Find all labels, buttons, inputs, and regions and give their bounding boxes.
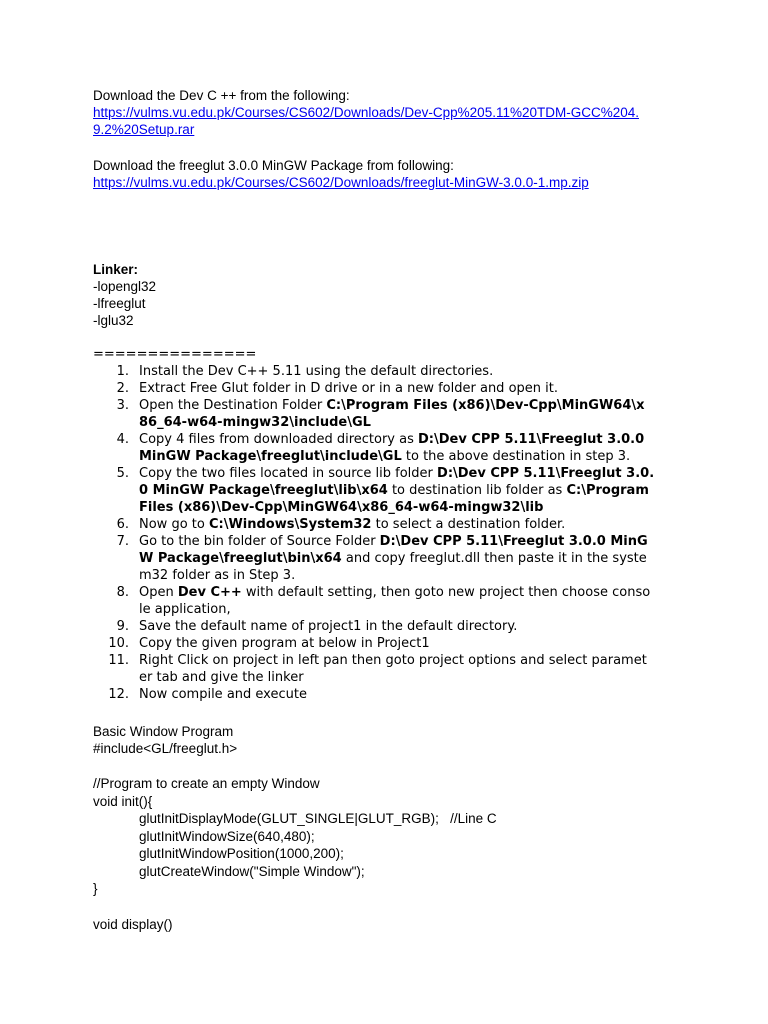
step-text-line	[139, 431, 679, 448]
step-text-line	[139, 652, 679, 669]
step-number: 6.	[116, 517, 129, 532]
step-text-line	[139, 397, 679, 414]
step-path-text: Dev C++	[177, 585, 242, 600]
step-item	[93, 516, 693, 533]
step-text: Now compile and execute	[139, 687, 307, 702]
step-path-text: W Package\freeglut\bin\x64	[139, 551, 342, 566]
step-number: 1.	[116, 364, 129, 379]
devcpp-download-link[interactable]: https://vulms.vu.edu.pk/Courses/CS602/Downloads/Dev-Cpp%205.11%20TDM-GCC%204.	[93, 105, 639, 120]
step-text: Copy 4 files from downloaded directory as	[139, 432, 419, 447]
step-text: le application,	[139, 602, 231, 617]
step-text: Go to the bin folder of Source Folder	[139, 534, 380, 549]
step-number: 10.	[108, 636, 129, 651]
step-item	[93, 584, 693, 618]
step-item	[93, 431, 693, 465]
display-function-signature: void display()	[93, 917, 173, 932]
step-text: er tab and give the linker	[139, 670, 304, 685]
code-line: glutInitWindowSize(640,480);	[139, 829, 315, 844]
step-text-line	[139, 635, 679, 652]
step-text-line	[139, 465, 679, 482]
step-text: Extract Free Glut folder in D drive or in a new folder and open it.	[139, 381, 558, 396]
separator-line: ===============	[93, 347, 257, 362]
step-text-line	[139, 516, 679, 533]
step-text: Install the Dev C++ 5.11 using the default directories.	[139, 364, 494, 379]
step-path-text: D:\Dev CPP 5.11\Freeglut 3.0.	[437, 466, 655, 481]
step-text-line	[139, 414, 679, 431]
step-text-line	[139, 533, 679, 550]
step-path-text: MinGW Package\freeglut\include\GL	[139, 449, 402, 464]
linker-heading: Linker:	[93, 262, 139, 277]
step-item	[93, 380, 693, 397]
code-line: glutInitDisplayMode(GLUT_SINGLE|GLUT_RGB); //Line C	[139, 811, 497, 826]
step-path-text: C:\Program Files (x86)\Dev-Cpp\MinGW64\x	[326, 398, 645, 413]
init-function-signature: void init(){	[93, 794, 153, 809]
step-text-line	[139, 601, 679, 618]
step-text: and copy freeglut.dll then paste it in the syste	[341, 551, 647, 566]
step-text: Right Click on project in left pan then goto project options and select paramet	[139, 653, 647, 668]
step-text: to select a destination folder.	[371, 517, 566, 532]
step-text: with default setting, then goto new project then choose conso	[241, 585, 651, 600]
step-text-line	[139, 618, 679, 635]
step-path-text: D:\Dev CPP 5.11\Freeglut 3.0.0	[418, 432, 645, 447]
program-comment: //Program to create an empty Window	[93, 776, 320, 791]
freeglut-download-intro: Download the freeglut 3.0.0 MinGW Package from following:	[93, 158, 454, 173]
step-path-text: 0 MinGW Package\freeglut\lib\x64	[139, 483, 388, 498]
code-close-brace: }	[93, 881, 98, 896]
code-line: glutCreateWindow("Simple Window");	[139, 864, 365, 879]
program-title: Basic Window Program	[93, 724, 234, 739]
step-text-line	[139, 499, 679, 516]
step-path-text: D:\Dev CPP 5.11\Freeglut 3.0.0 MinG	[379, 534, 648, 549]
freeglut-download-link[interactable]: https://vulms.vu.edu.pk/Courses/CS602/Downloads/freeglut-MinGW-3.0.0-1.mp.zip	[93, 175, 589, 190]
step-text: Now go to	[139, 517, 209, 532]
step-item	[93, 363, 693, 380]
step-item	[93, 618, 693, 635]
step-text: Copy the given program at below in Project1	[139, 636, 430, 651]
step-text-line	[139, 363, 679, 380]
step-path-text: C:\Windows\System32	[208, 517, 372, 532]
step-text-line	[139, 686, 679, 703]
step-text-line	[139, 482, 679, 499]
step-number: 5.	[116, 466, 129, 481]
step-item	[93, 397, 693, 431]
step-text-line	[139, 584, 679, 601]
step-item	[93, 533, 693, 584]
program-include: #include<GL/freeglut.h>	[93, 741, 238, 756]
step-path-text: C:\Program	[566, 483, 649, 498]
step-number: 8.	[116, 585, 129, 600]
step-number: 4.	[116, 432, 129, 447]
step-text: Save the default name of project1 in the default directory.	[139, 619, 518, 634]
step-item	[93, 465, 693, 516]
step-text-line	[139, 567, 679, 584]
code-line: glutInitWindowPosition(1000,200);	[139, 846, 344, 861]
linker-lib: -lfreeglut	[93, 296, 146, 311]
step-text: to destination lib folder as	[387, 483, 567, 498]
step-text-line	[139, 448, 679, 465]
step-number: 2.	[116, 381, 129, 396]
step-number: 12.	[108, 687, 129, 702]
step-text-line	[139, 669, 679, 686]
step-number: 3.	[116, 398, 129, 413]
step-item	[93, 635, 693, 652]
step-number: 11.	[108, 653, 129, 668]
step-number: 7.	[116, 534, 129, 549]
step-text-line	[139, 380, 679, 397]
step-number: 9.	[116, 619, 129, 634]
step-text-line	[139, 550, 679, 567]
step-text: Copy the two files located in source lib folder	[139, 466, 438, 481]
step-text: Open the Destination Folder	[139, 398, 327, 413]
step-text: Open	[139, 585, 178, 600]
step-item	[93, 652, 693, 686]
devcpp-download-link-cont[interactable]: 9.2%20Setup.rar	[93, 122, 195, 137]
step-text: m32 folder as in Step 3.	[139, 568, 296, 583]
step-path-text: 86_64-w64-mingw32\include\GL	[139, 415, 371, 430]
devcpp-download-intro: Download the Dev C ++ from the following:	[93, 88, 350, 103]
step-item	[93, 686, 693, 703]
step-path-text: Files (x86)\Dev-Cpp\MinGW64\x86_64-w64-mingw32\lib	[139, 500, 544, 515]
linker-lib: -lopengl32	[93, 279, 157, 294]
step-text: to the above destination in step 3.	[401, 449, 631, 464]
linker-lib: -lglu32	[93, 313, 134, 328]
